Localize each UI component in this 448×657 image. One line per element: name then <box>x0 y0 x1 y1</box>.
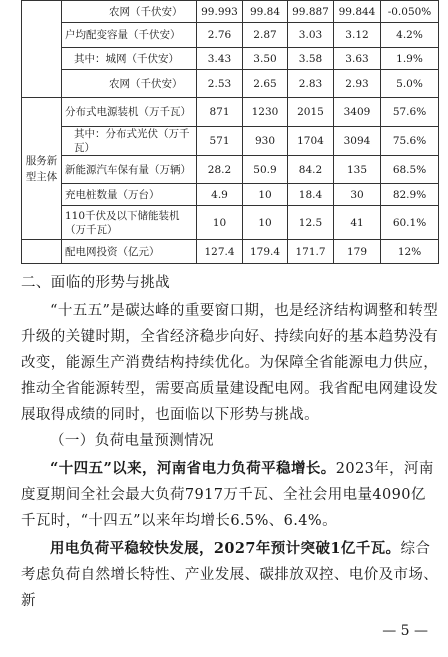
table-cell: 18.4 <box>288 184 334 206</box>
table-cell: 41 <box>334 206 381 240</box>
table-cell: 30 <box>334 184 381 206</box>
table-cell: 571 <box>197 127 243 156</box>
table-cell: 3409 <box>334 98 381 127</box>
table-cell: 1.9% <box>381 48 439 70</box>
paragraph-2-text: 2023年，河南度夏期间全社会最大负荷7917万千瓦、全社会用电量4090亿千瓦时，“十四五”以来年均增长6.5%、6.4%。 <box>21 461 434 529</box>
table-cell: 1230 <box>243 98 288 127</box>
table-row <box>22 240 439 264</box>
subsection-title: （一）负荷电量预测情况 <box>50 433 214 449</box>
table-cell: 179 <box>334 240 381 264</box>
table-cell: 12% <box>381 240 439 264</box>
table-cell: 2.83 <box>288 70 334 98</box>
table-cell: 82.9% <box>381 184 439 206</box>
table-cell: 179.4 <box>243 240 288 264</box>
paragraph-1: “十五五”是碳达峰的重要窗口期，也是经济结构调整和转型升级的关键时期，全省经济稳步向好、持续向好的基本趋势没有改变，能源生产消费结构持续优化。为保障全省能源电力供应，推动全省能源转型，需要高质量建设配电网。我省配电网建设发展取得成绩的同时，也面临以下形势与挑战。 <box>21 303 439 423</box>
category-cell: 服务新型主体 <box>22 98 62 240</box>
table-cell: 10 <box>197 206 243 240</box>
table-cell: 28.2 <box>197 156 243 184</box>
table-row <box>22 206 439 240</box>
table-cell: 3.50 <box>243 48 288 70</box>
table-row <box>22 156 439 184</box>
table-cell: 2015 <box>288 98 334 127</box>
table-cell: 871 <box>197 98 243 127</box>
statistics-table <box>21 0 439 264</box>
page-number: — 5 — <box>382 623 428 639</box>
table-cell: 2.76 <box>197 23 243 48</box>
table-cell: 2.53 <box>197 70 243 98</box>
table-cell: 3.43 <box>197 48 243 70</box>
table-row <box>22 1 439 23</box>
table-row <box>22 70 439 98</box>
paragraph-3-text: 综合考虑负荷自然增长特性、产业发展、碳排放双控、电价及市场、新 <box>21 541 439 609</box>
table-cell: 4.9 <box>197 184 243 206</box>
table-cell: 2.93 <box>334 70 381 98</box>
row-label: 其中：分布式光伏（万千瓦） <box>62 127 197 156</box>
row-label: 其中：城网（千伏安） <box>62 48 197 70</box>
table-row <box>22 127 439 156</box>
table-cell: 2.87 <box>243 23 288 48</box>
table-row <box>22 98 439 127</box>
table-row <box>22 184 439 206</box>
row-label: 分布式电源装机（万千瓦） <box>62 98 197 127</box>
table-cell: 127.4 <box>197 240 243 264</box>
table-row <box>22 23 439 48</box>
table-cell: 3094 <box>334 127 381 156</box>
table-cell: 12.5 <box>288 206 334 240</box>
table-cell: 57.6% <box>381 98 439 127</box>
paragraph-3-bold: 用电负荷平稳较快发展，2027年预计突破1亿千瓦。 <box>50 540 401 557</box>
table-cell: 60.1% <box>381 206 439 240</box>
table-cell: 75.6% <box>381 127 439 156</box>
table-cell: 68.5% <box>381 156 439 184</box>
table-row <box>22 48 439 70</box>
row-label: 新能源汽车保有量（万辆） <box>62 156 197 184</box>
paragraph-3 <box>21 536 439 614</box>
row-label: 农网（千伏安） <box>62 1 197 23</box>
table-cell: 84.2 <box>288 156 334 184</box>
table-cell: 99.993 <box>197 1 243 23</box>
table-cell: 10 <box>243 206 288 240</box>
row-label: 户均配变容量（千伏安） <box>62 23 197 48</box>
table-cell: 3.63 <box>334 48 381 70</box>
table-cell: 99.84 <box>243 1 288 23</box>
table-cell: 3.03 <box>288 23 334 48</box>
table-cell: 99.844 <box>334 1 381 23</box>
table-cell: 50.9 <box>243 156 288 184</box>
table-cell: -0.050% <box>381 1 439 23</box>
row-label: 农网（千伏安） <box>62 70 197 98</box>
table-cell: 1704 <box>288 127 334 156</box>
table-cell: 135 <box>334 156 381 184</box>
row-label: 配电网投资（亿元） <box>62 240 197 264</box>
table-cell: 4.2% <box>381 23 439 48</box>
table-cell: 2.65 <box>243 70 288 98</box>
table-cell: 171.7 <box>288 240 334 264</box>
table-cell: 3.12 <box>334 23 381 48</box>
section-title: 二、面临的形势与挑战 <box>21 275 170 291</box>
category-cell-empty <box>22 240 62 264</box>
table-cell: 10 <box>243 184 288 206</box>
row-label: 110千伏及以下储能装机（万千瓦） <box>62 206 197 240</box>
table-cell: 99.887 <box>288 1 334 23</box>
paragraph-2 <box>21 456 439 534</box>
table-cell: 5.0% <box>381 70 439 98</box>
table-cell: 930 <box>243 127 288 156</box>
paragraph-2-bold: “十四五”以来，河南省电力负荷平稳增长。 <box>50 460 336 477</box>
category-cell-empty <box>22 1 62 98</box>
table-cell: 3.58 <box>288 48 334 70</box>
row-label: 充电桩数量（万台） <box>62 184 197 206</box>
